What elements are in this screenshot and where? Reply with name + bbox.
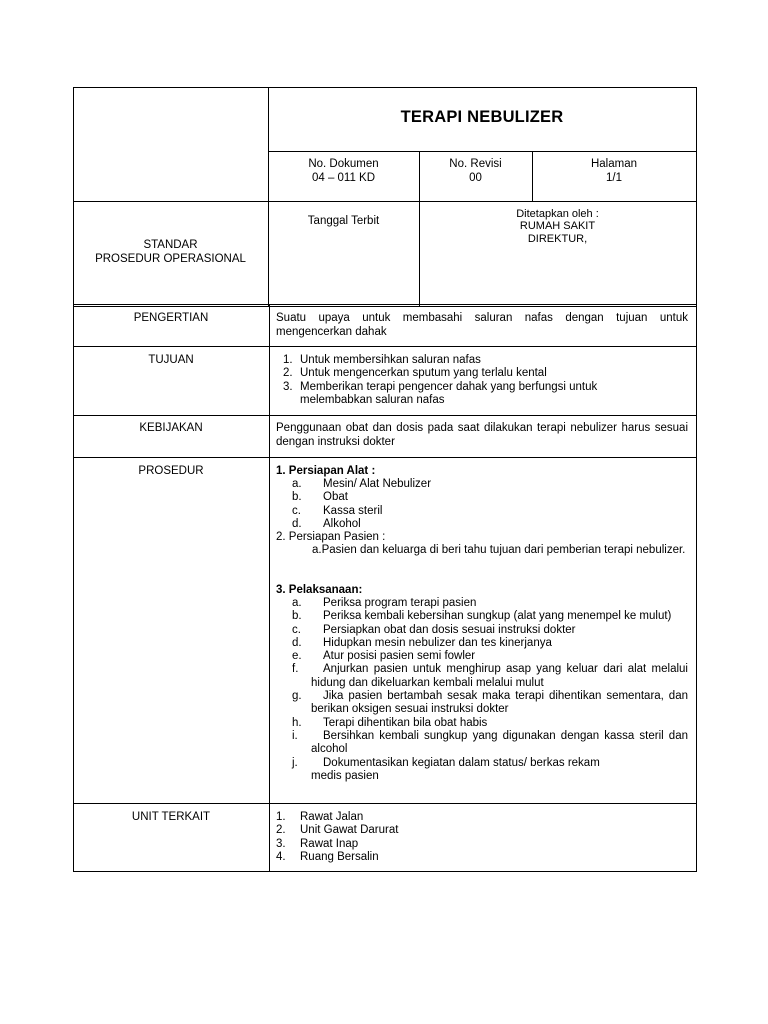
- document-title: TERAPI NEBULIZER: [400, 108, 564, 126]
- persiapan-alat-list: [292, 478, 592, 531]
- list-text: Memberikan terapi pengencer dahak yang berfungsi untuk melembabkan saluran nafas: [300, 380, 598, 406]
- list-text: Terapi dihentikan bila obat habis: [323, 716, 488, 729]
- kebijakan-label: KEBIJAKAN: [139, 422, 203, 434]
- list-text: Untuk mengencerkan sputum yang terlalu kental: [300, 367, 547, 380]
- list-letter: i.: [292, 729, 298, 742]
- list-text: Rawat Jalan: [300, 811, 364, 823]
- row-divider-kebijakan: [73, 457, 696, 458]
- list-text: Unit Gawat Darurat: [300, 824, 399, 837]
- list-item: [276, 824, 576, 837]
- list-text: Hidupkan mesin nebulizer dan tes kinerjanya: [323, 636, 552, 649]
- tujuan-label: TUJUAN: [148, 354, 194, 366]
- no-revisi-label: No. Revisi: [449, 158, 502, 170]
- list-letter: f.: [292, 663, 299, 676]
- list-number: 4.: [276, 850, 286, 863]
- list-item: [292, 717, 688, 730]
- list-letter: g.: [292, 690, 302, 703]
- ditetapkan-line2: RUMAH SAKIT: [519, 220, 596, 232]
- tanggal-terbit-label: Tanggal Terbit: [307, 215, 380, 227]
- list-number: 2.: [276, 824, 286, 837]
- list-letter: h.: [292, 716, 302, 729]
- list-item: [276, 838, 576, 851]
- list-number: 3.: [276, 837, 286, 850]
- list-item: [292, 650, 688, 663]
- header-divider-2: [73, 201, 696, 202]
- list-letter: j.: [292, 756, 298, 769]
- list-text: Jika pasien bertambah sesak maka terapi dihentikan sementara, dan berikan oksigen sesuai instruksi dokter: [311, 690, 688, 716]
- list-item: [292, 757, 621, 784]
- list-text: Bersihkan kembali sungkup yang digunakan dengan kassa steril dan alcohol: [311, 729, 688, 756]
- list-letter: b.: [292, 610, 302, 623]
- persiapan-alat-heading: 1. Persiapan Alat :: [276, 465, 376, 477]
- list-item: [292, 505, 592, 518]
- sop-label-line2: PROSEDUR OPERASIONAL: [95, 253, 246, 265]
- list-text: Untuk membersihkan saluran nafas: [300, 354, 481, 366]
- list-item: [292, 690, 688, 717]
- row-divider-pengertian: [73, 346, 696, 347]
- list-text: Periksa program terapi pasien: [323, 597, 477, 609]
- persiapan-pasien-heading: 2. Persiapan Pasien :: [276, 531, 386, 543]
- list-item: [283, 381, 600, 408]
- list-text: Kassa steril: [323, 504, 383, 517]
- list-letter: a.: [292, 478, 302, 490]
- list-item: [292, 491, 592, 504]
- pengertian-text: Suatu upaya untuk membasahi saluran nafas dengan tujuan untuk mengencerkan dahak: [276, 312, 688, 338]
- list-item: [283, 354, 603, 367]
- body-divider-vertical: [269, 304, 270, 871]
- unit-terkait-list: [276, 811, 576, 864]
- list-item: [292, 663, 688, 690]
- list-item: [283, 367, 603, 380]
- list-letter: d.: [292, 517, 302, 530]
- pengertian-label: PENGERTIAN: [133, 312, 209, 324]
- ditetapkan-line1: Ditetapkan oleh :: [516, 208, 599, 220]
- row-divider-prosedur: [73, 803, 696, 804]
- list-item: [292, 518, 592, 531]
- persiapan-pasien-text: a.Pasien dan keluarga di beri tahu tujuan dari pemberian terapi nebulizer.: [312, 544, 686, 556]
- list-letter: b.: [292, 491, 302, 504]
- pelaksanaan-list: [292, 597, 688, 783]
- list-letter: d.: [292, 636, 302, 649]
- list-number: 1.: [276, 811, 286, 823]
- list-text: Obat: [323, 491, 348, 504]
- list-item: [292, 730, 688, 757]
- list-item: [292, 478, 592, 491]
- no-revisi-value: 00: [469, 172, 482, 184]
- list-text: Rawat Inap: [300, 837, 359, 850]
- list-text: Alkohol: [323, 517, 361, 530]
- list-text: Atur posisi pasien semi fowler: [323, 650, 476, 663]
- list-text: Anjurkan pasien untuk menghirup asap yang keluar dari alat melalui hidung dan dikeluarkan kembali melalui mulut: [311, 663, 688, 689]
- list-item: [292, 637, 688, 650]
- list-item: [292, 610, 688, 623]
- list-letter: e.: [292, 650, 302, 663]
- list-number: 3.: [283, 380, 293, 393]
- list-letter: c.: [292, 623, 301, 636]
- list-item: [292, 597, 688, 610]
- list-number: 2.: [283, 367, 293, 380]
- list-text: Ruang Bersalin: [300, 850, 379, 863]
- list-item: [276, 811, 576, 824]
- header-divider-1: [268, 151, 696, 152]
- kebijakan-text: Penggunaan obat dan dosis pada saat dilakukan terapi nebulizer harus sesuai dengan instruksi dokter: [276, 422, 688, 448]
- list-letter: c.: [292, 504, 301, 517]
- list-item: [276, 851, 576, 864]
- no-dokumen-label: No. Dokumen: [308, 158, 379, 170]
- halaman-label: Halaman: [590, 158, 638, 170]
- row-divider-tujuan: [73, 415, 696, 416]
- list-text: Periksa kembali kebersihan sungkup (alat yang menempel ke mulut): [323, 610, 672, 623]
- prosedur-label: PROSEDUR: [138, 465, 204, 477]
- list-number: 1.: [283, 354, 293, 366]
- sop-label-line1: STANDAR: [143, 239, 198, 251]
- list-text: Persiapkan obat dan dosis sesuai instruksi dokter: [323, 623, 576, 636]
- ditetapkan-line3: DIREKTUR,: [527, 233, 588, 245]
- halaman-value: 1/1: [606, 172, 622, 184]
- no-dokumen-value: 04 – 011 KD: [311, 172, 376, 184]
- list-text: Dokumentasikan kegiatan dalam status/ berkas rekam medis pasien: [311, 756, 600, 782]
- list-text: Mesin/ Alat Nebulizer: [323, 478, 432, 490]
- pelaksanaan-heading: 3. Pelaksanaan:: [276, 584, 363, 596]
- tujuan-list: [283, 354, 603, 407]
- list-letter: a.: [292, 597, 302, 609]
- list-item: [292, 624, 688, 637]
- unit-terkait-label: UNIT TERKAIT: [131, 811, 211, 823]
